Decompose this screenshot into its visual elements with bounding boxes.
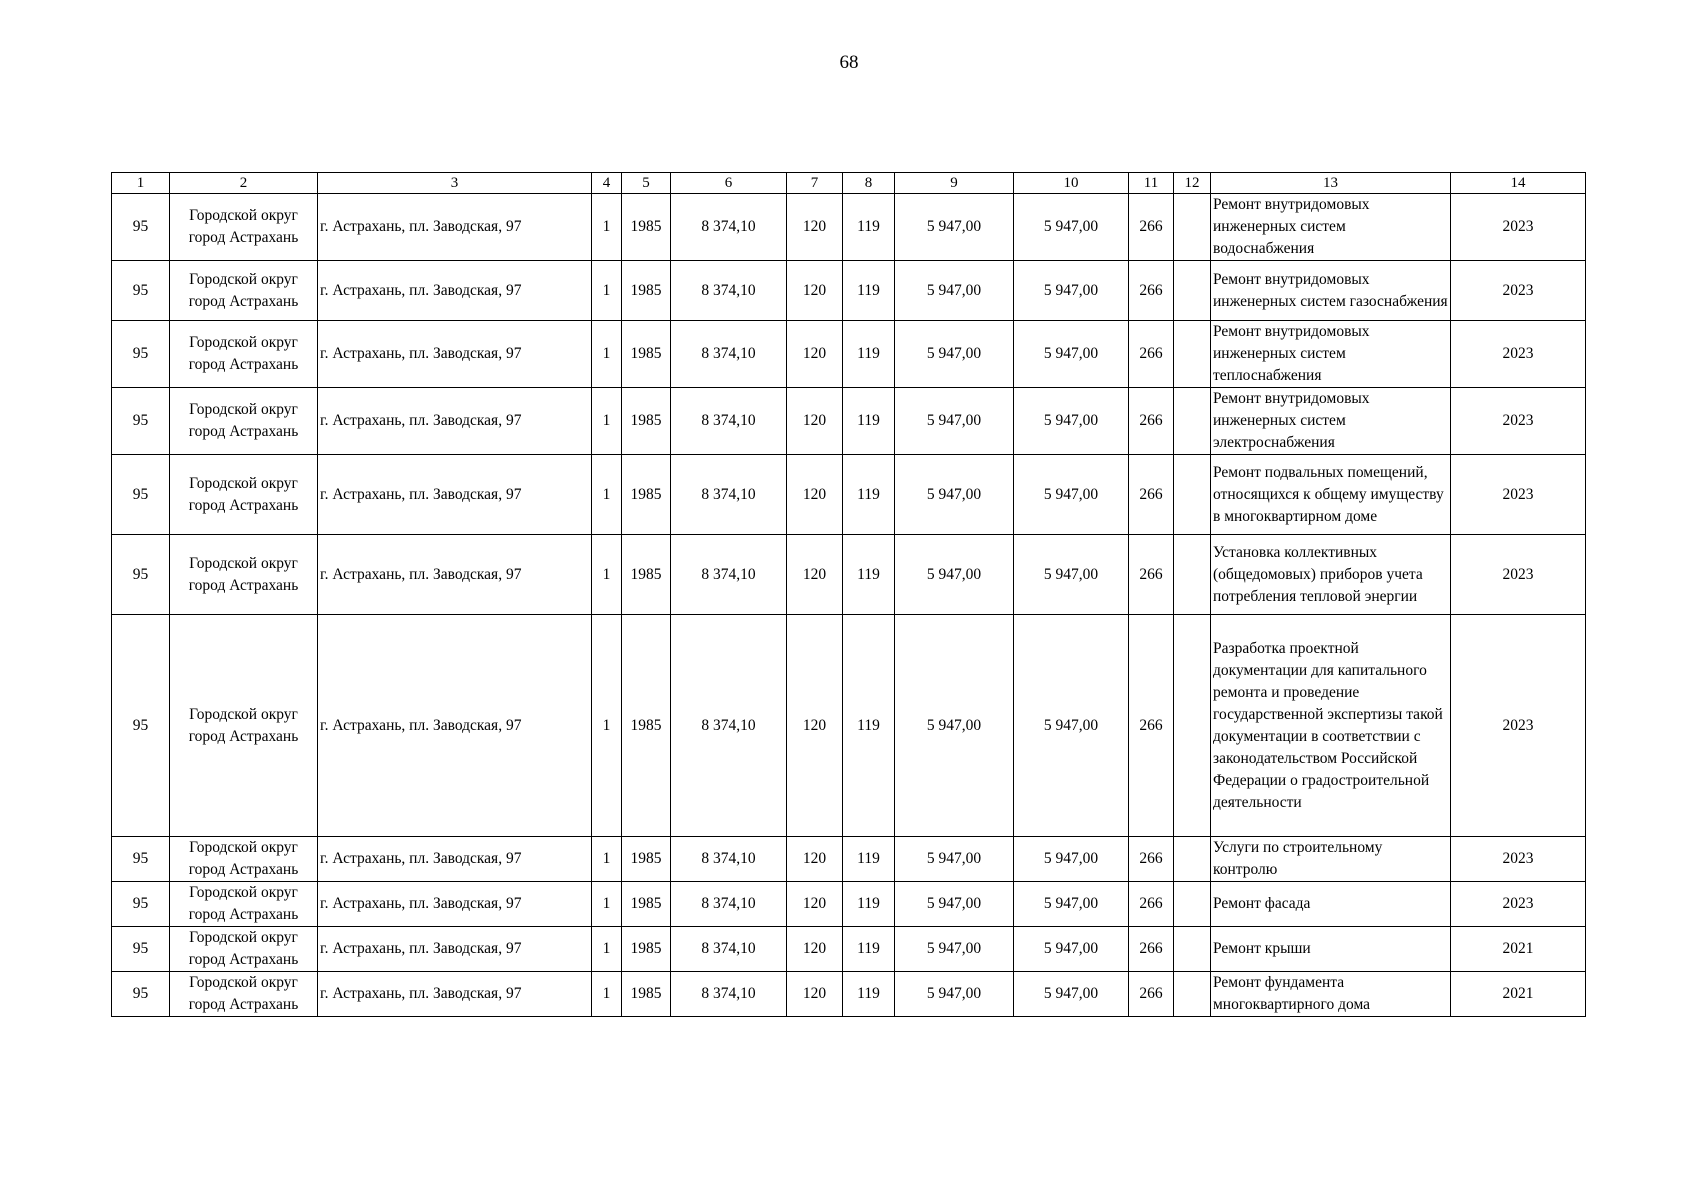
table-row — [112, 535, 1586, 615]
municipality-cell: Городской округ город Астрахань — [170, 194, 318, 261]
address-cell: г. Астрахань, пл. Заводская, 97 — [318, 194, 592, 261]
address-cell: г. Астрахань, пл. Заводская, 97 — [318, 882, 592, 927]
planned-year-cell: 2023 — [1451, 261, 1586, 321]
capital-repair-table — [111, 172, 1586, 1017]
planned-year-cell: 2021 — [1451, 972, 1586, 1017]
column-header-8: 8 — [843, 173, 895, 194]
cell-col-9: 5 947,00 — [895, 927, 1014, 972]
cell-col-11: 266 — [1129, 535, 1174, 615]
planned-year-cell: 2023 — [1451, 455, 1586, 535]
cell-col-7: 120 — [787, 927, 843, 972]
cell-col-7: 120 — [787, 194, 843, 261]
row-number: 95 — [112, 455, 170, 535]
year-built-cell: 1985 — [622, 455, 671, 535]
area-cell: 8 374,10 — [671, 927, 787, 972]
row-number: 95 — [112, 615, 170, 837]
address-cell: г. Астрахань, пл. Заводская, 97 — [318, 455, 592, 535]
year-built-cell: 1985 — [622, 615, 671, 837]
cell-col-12 — [1174, 261, 1211, 321]
work-type-cell: Услуги по строительному контролю — [1211, 837, 1451, 882]
cell-col-11: 266 — [1129, 455, 1174, 535]
cell-col-10: 5 947,00 — [1014, 837, 1129, 882]
cell-col-7: 120 — [787, 535, 843, 615]
cell-col-4: 1 — [592, 927, 622, 972]
cell-col-8: 119 — [843, 927, 895, 972]
cell-col-4: 1 — [592, 615, 622, 837]
planned-year-cell: 2023 — [1451, 321, 1586, 388]
cell-col-9: 5 947,00 — [895, 455, 1014, 535]
row-number: 95 — [112, 927, 170, 972]
row-number: 95 — [112, 882, 170, 927]
address-cell: г. Астрахань, пл. Заводская, 97 — [318, 535, 592, 615]
work-type-cell: Ремонт фундамента многоквартирного дома — [1211, 972, 1451, 1017]
cell-col-12 — [1174, 455, 1211, 535]
cell-col-12 — [1174, 321, 1211, 388]
work-type-cell: Ремонт внутридомовых инженерных систем водоснабжения — [1211, 194, 1451, 261]
column-header-7: 7 — [787, 173, 843, 194]
year-built-cell: 1985 — [622, 261, 671, 321]
header-row — [112, 173, 1586, 194]
cell-col-12 — [1174, 837, 1211, 882]
municipality-cell: Городской округ город Астрахань — [170, 927, 318, 972]
cell-col-11: 266 — [1129, 388, 1174, 455]
cell-col-7: 120 — [787, 882, 843, 927]
address-cell: г. Астрахань, пл. Заводская, 97 — [318, 388, 592, 455]
cell-col-7: 120 — [787, 261, 843, 321]
work-type-cell: Ремонт подвальных помещений, относящихся к общему имуществу в многоквартирном доме — [1211, 455, 1451, 535]
cell-col-12 — [1174, 535, 1211, 615]
municipality-cell: Городской округ город Астрахань — [170, 882, 318, 927]
cell-col-10: 5 947,00 — [1014, 455, 1129, 535]
table-row — [112, 321, 1586, 388]
column-header-3: 3 — [318, 173, 592, 194]
cell-col-9: 5 947,00 — [895, 535, 1014, 615]
work-type-cell: Установка коллективных (общедомовых) приборов учета потребления тепловой энергии — [1211, 535, 1451, 615]
row-number: 95 — [112, 194, 170, 261]
cell-col-8: 119 — [843, 972, 895, 1017]
row-number: 95 — [112, 837, 170, 882]
cell-col-7: 120 — [787, 455, 843, 535]
column-header-11: 11 — [1129, 173, 1174, 194]
cell-col-9: 5 947,00 — [895, 194, 1014, 261]
cell-col-10: 5 947,00 — [1014, 927, 1129, 972]
cell-col-10: 5 947,00 — [1014, 194, 1129, 261]
cell-col-11: 266 — [1129, 837, 1174, 882]
cell-col-8: 119 — [843, 615, 895, 837]
year-built-cell: 1985 — [622, 882, 671, 927]
municipality-cell: Городской округ город Астрахань — [170, 321, 318, 388]
cell-col-8: 119 — [843, 837, 895, 882]
cell-col-11: 266 — [1129, 194, 1174, 261]
area-cell: 8 374,10 — [671, 837, 787, 882]
address-cell: г. Астрахань, пл. Заводская, 97 — [318, 927, 592, 972]
cell-col-11: 266 — [1129, 321, 1174, 388]
column-header-6: 6 — [671, 173, 787, 194]
address-cell: г. Астрахань, пл. Заводская, 97 — [318, 837, 592, 882]
address-cell: г. Астрахань, пл. Заводская, 97 — [318, 321, 592, 388]
planned-year-cell: 2023 — [1451, 615, 1586, 837]
cell-col-7: 120 — [787, 388, 843, 455]
row-number: 95 — [112, 321, 170, 388]
cell-col-10: 5 947,00 — [1014, 615, 1129, 837]
cell-col-7: 120 — [787, 972, 843, 1017]
address-cell: г. Астрахань, пл. Заводская, 97 — [318, 615, 592, 837]
table-row — [112, 972, 1586, 1017]
cell-col-11: 266 — [1129, 927, 1174, 972]
cell-col-8: 119 — [843, 194, 895, 261]
page-number: 68 — [839, 52, 859, 73]
table-row — [112, 837, 1586, 882]
planned-year-cell: 2023 — [1451, 388, 1586, 455]
year-built-cell: 1985 — [622, 972, 671, 1017]
planned-year-cell: 2023 — [1451, 882, 1586, 927]
cell-col-9: 5 947,00 — [895, 321, 1014, 388]
cell-col-11: 266 — [1129, 972, 1174, 1017]
row-number: 95 — [112, 535, 170, 615]
area-cell: 8 374,10 — [671, 321, 787, 388]
table-row — [112, 261, 1586, 321]
cell-col-9: 5 947,00 — [895, 615, 1014, 837]
cell-col-12 — [1174, 194, 1211, 261]
address-cell: г. Астрахань, пл. Заводская, 97 — [318, 261, 592, 321]
area-cell: 8 374,10 — [671, 194, 787, 261]
cell-col-9: 5 947,00 — [895, 837, 1014, 882]
cell-col-7: 120 — [787, 615, 843, 837]
area-cell: 8 374,10 — [671, 535, 787, 615]
cell-col-8: 119 — [843, 321, 895, 388]
municipality-cell: Городской округ город Астрахань — [170, 535, 318, 615]
table-row — [112, 882, 1586, 927]
year-built-cell: 1985 — [622, 388, 671, 455]
row-number: 95 — [112, 388, 170, 455]
table-row — [112, 927, 1586, 972]
area-cell: 8 374,10 — [671, 615, 787, 837]
row-number: 95 — [112, 261, 170, 321]
municipality-cell: Городской округ город Астрахань — [170, 837, 318, 882]
column-header-1: 1 — [112, 173, 170, 194]
work-type-cell: Разработка проектной документации для капитального ремонта и проведение государственной экспертизы такой документации в соответствии с законодательством Российской Федерации о градостроительной деятельности — [1211, 615, 1451, 837]
cell-col-4: 1 — [592, 882, 622, 927]
cell-col-4: 1 — [592, 455, 622, 535]
cell-col-4: 1 — [592, 321, 622, 388]
cell-col-4: 1 — [592, 261, 622, 321]
planned-year-cell: 2023 — [1451, 535, 1586, 615]
year-built-cell: 1985 — [622, 927, 671, 972]
cell-col-11: 266 — [1129, 615, 1174, 837]
year-built-cell: 1985 — [622, 535, 671, 615]
address-cell: г. Астрахань, пл. Заводская, 97 — [318, 972, 592, 1017]
table-row — [112, 194, 1586, 261]
year-built-cell: 1985 — [622, 321, 671, 388]
cell-col-9: 5 947,00 — [895, 882, 1014, 927]
column-header-4: 4 — [592, 173, 622, 194]
column-header-14: 14 — [1451, 173, 1586, 194]
column-header-10: 10 — [1014, 173, 1129, 194]
cell-col-10: 5 947,00 — [1014, 972, 1129, 1017]
cell-col-10: 5 947,00 — [1014, 321, 1129, 388]
column-header-5: 5 — [622, 173, 671, 194]
municipality-cell: Городской округ город Астрахань — [170, 261, 318, 321]
cell-col-9: 5 947,00 — [895, 972, 1014, 1017]
cell-col-9: 5 947,00 — [895, 388, 1014, 455]
cell-col-4: 1 — [592, 388, 622, 455]
column-header-13: 13 — [1211, 173, 1451, 194]
column-header-2: 2 — [170, 173, 318, 194]
cell-col-12 — [1174, 972, 1211, 1017]
area-cell: 8 374,10 — [671, 455, 787, 535]
cell-col-4: 1 — [592, 194, 622, 261]
cell-col-9: 5 947,00 — [895, 261, 1014, 321]
work-type-cell: Ремонт внутридомовых инженерных систем электроснабжения — [1211, 388, 1451, 455]
cell-col-12 — [1174, 388, 1211, 455]
cell-col-7: 120 — [787, 321, 843, 388]
cell-col-4: 1 — [592, 535, 622, 615]
work-type-cell: Ремонт внутридомовых инженерных систем теплоснабжения — [1211, 321, 1451, 388]
cell-col-12 — [1174, 615, 1211, 837]
cell-col-12 — [1174, 882, 1211, 927]
planned-year-cell: 2023 — [1451, 837, 1586, 882]
table-row — [112, 388, 1586, 455]
planned-year-cell: 2021 — [1451, 927, 1586, 972]
cell-col-8: 119 — [843, 882, 895, 927]
cell-col-11: 266 — [1129, 882, 1174, 927]
area-cell: 8 374,10 — [671, 972, 787, 1017]
work-type-cell: Ремонт крыши — [1211, 927, 1451, 972]
cell-col-7: 120 — [787, 837, 843, 882]
cell-col-10: 5 947,00 — [1014, 535, 1129, 615]
planned-year-cell: 2023 — [1451, 194, 1586, 261]
year-built-cell: 1985 — [622, 194, 671, 261]
municipality-cell: Городской округ город Астрахань — [170, 455, 318, 535]
area-cell: 8 374,10 — [671, 261, 787, 321]
year-built-cell: 1985 — [622, 837, 671, 882]
cell-col-4: 1 — [592, 837, 622, 882]
area-cell: 8 374,10 — [671, 388, 787, 455]
municipality-cell: Городской округ город Астрахань — [170, 972, 318, 1017]
cell-col-8: 119 — [843, 455, 895, 535]
cell-col-8: 119 — [843, 535, 895, 615]
municipality-cell: Городской округ город Астрахань — [170, 615, 318, 837]
area-cell: 8 374,10 — [671, 882, 787, 927]
cell-col-11: 266 — [1129, 261, 1174, 321]
table-row — [112, 455, 1586, 535]
column-header-12: 12 — [1174, 173, 1211, 194]
municipality-cell: Городской округ город Астрахань — [170, 388, 318, 455]
cell-col-8: 119 — [843, 388, 895, 455]
work-type-cell: Ремонт внутридомовых инженерных систем газоснабжения — [1211, 261, 1451, 321]
table-row — [112, 615, 1586, 837]
column-header-9: 9 — [895, 173, 1014, 194]
cell-col-8: 119 — [843, 261, 895, 321]
cell-col-4: 1 — [592, 972, 622, 1017]
cell-col-10: 5 947,00 — [1014, 882, 1129, 927]
cell-col-10: 5 947,00 — [1014, 388, 1129, 455]
work-type-cell: Ремонт фасада — [1211, 882, 1451, 927]
cell-col-12 — [1174, 927, 1211, 972]
cell-col-10: 5 947,00 — [1014, 261, 1129, 321]
row-number: 95 — [112, 972, 170, 1017]
